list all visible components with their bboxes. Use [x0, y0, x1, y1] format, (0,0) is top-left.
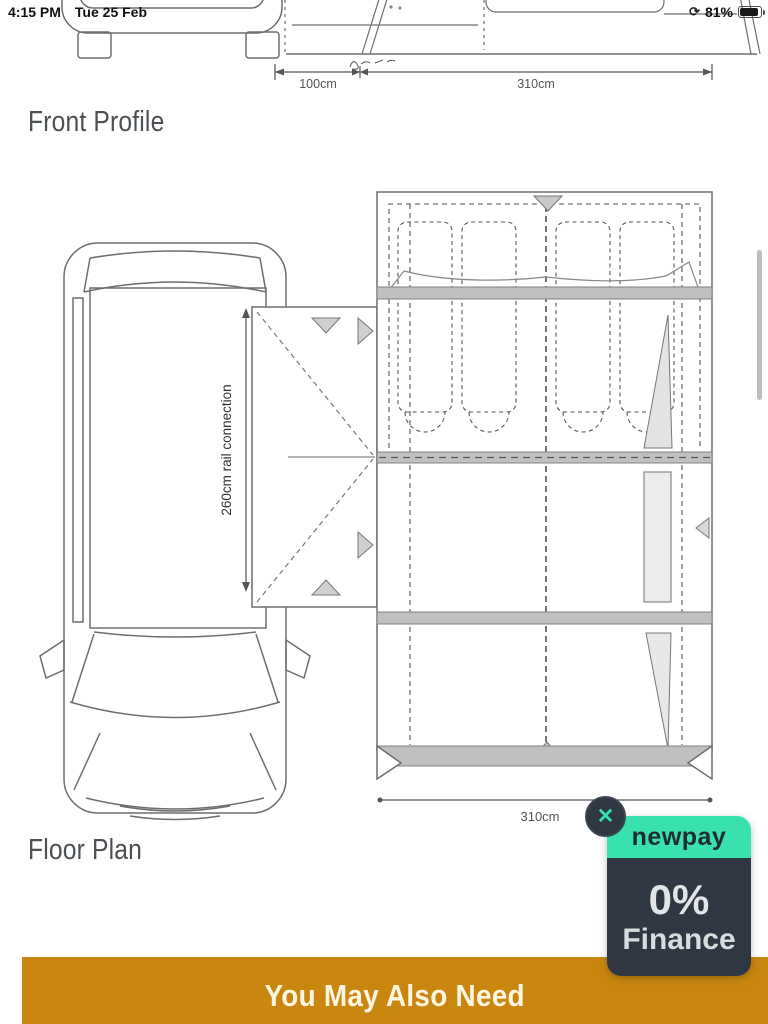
newpay-brand: newpay — [631, 822, 727, 851]
scrollbar-thumb[interactable] — [757, 250, 762, 400]
close-badge-button[interactable] — [585, 796, 626, 837]
front-profile-caption: Front Profile — [28, 106, 165, 138]
banner-title: You May Also Need — [264, 977, 526, 1013]
battery-percent: 81% — [704, 4, 733, 20]
front-dim-left-label: 100cm — [299, 77, 337, 91]
close-icon: ✕ — [596, 805, 615, 828]
tent-width-label: 310cm — [520, 809, 560, 824]
floor-plan-caption: Floor Plan — [28, 834, 143, 866]
finance-label: Finance — [622, 922, 736, 956]
tent-width-dimension — [378, 798, 713, 803]
tent-outline — [377, 192, 712, 779]
newpay-logo-strip — [607, 816, 751, 858]
status-bar — [0, 0, 768, 24]
battery-icon — [738, 6, 762, 18]
date: Tue 25 Feb — [74, 4, 148, 20]
floor-plan-drawing — [40, 192, 713, 824]
orientation-lock-icon: ⟳ — [689, 4, 700, 19]
finance-offer — [607, 858, 751, 976]
finance-rate: 0% — [648, 875, 710, 923]
clock: 4:15 PM — [8, 4, 61, 20]
right-mirror — [286, 640, 310, 678]
awning-tunnel — [252, 307, 377, 607]
rail-connection-label: 260cm rail connection — [219, 384, 234, 516]
finance-promo-badge[interactable] — [607, 816, 751, 976]
left-mirror — [40, 640, 64, 678]
front-dim-right-label: 310cm — [517, 77, 555, 91]
